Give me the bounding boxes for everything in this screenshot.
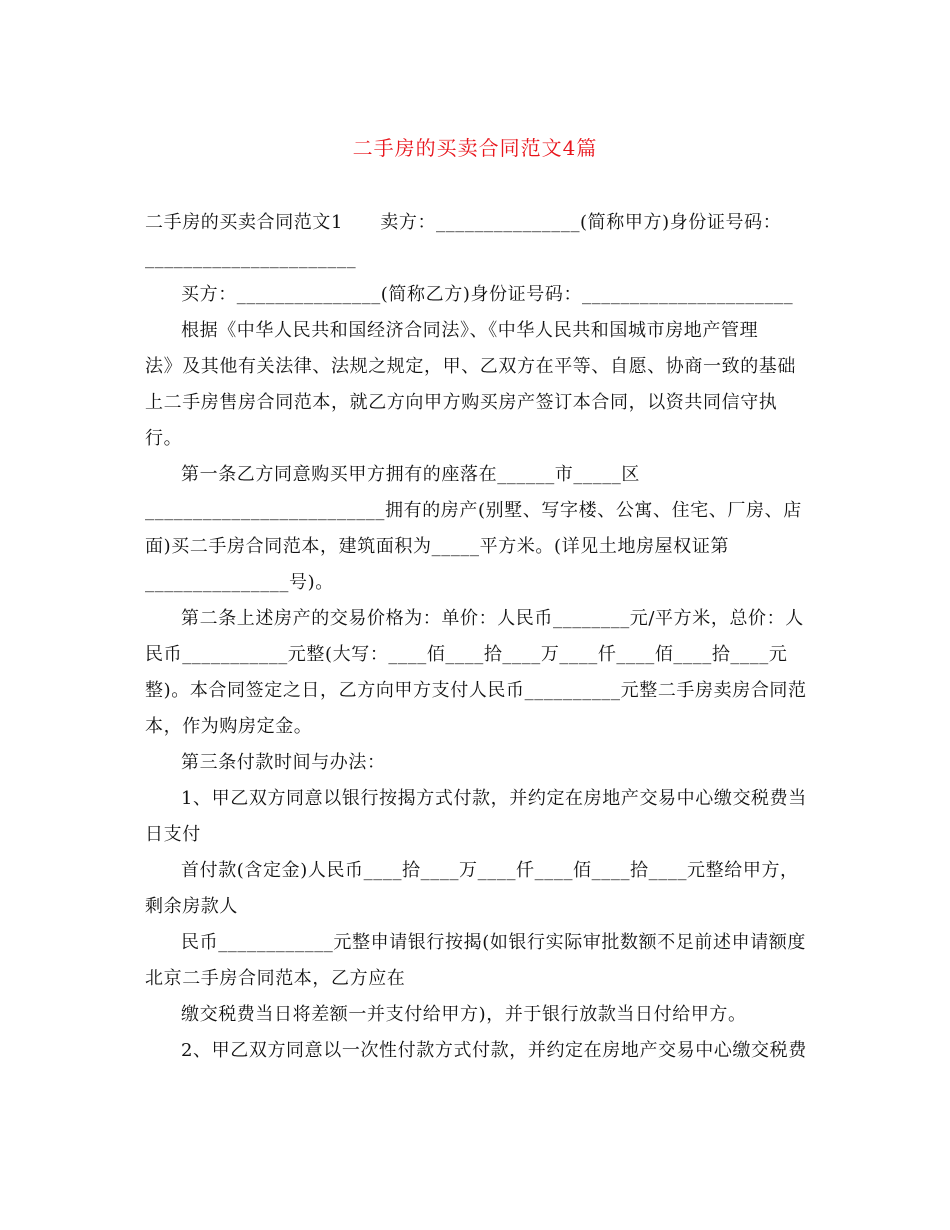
text-line: 2、甲乙双方同意以一次性付款方式付款，并约定在房地产交易中心缴交税费 <box>181 1040 807 1061</box>
text-line: 民币____________元整申请银行按揭(如银行实际审批数额不足前述申请额度 <box>181 932 807 953</box>
paragraph-buyer <box>145 277 810 313</box>
paragraph-article-1 <box>145 457 810 601</box>
text-line: 第三条付款时间与办法： <box>181 752 386 773</box>
text-line: ______________________ <box>145 248 357 269</box>
paragraph-legal-basis <box>145 313 810 457</box>
text-line: 法》及其他有关法律、法规之规定，甲、乙双方在平等、自愿、协商一致的基础 <box>145 356 796 377</box>
text-line: _______________号)。 <box>145 572 334 593</box>
text-line: 二手房的买卖合同范文1 卖方：_______________(简称甲方)身份证号码： <box>145 212 782 233</box>
text-line: 民币___________元整(大写：____佰____拾____万____仟____佰____拾____元 <box>145 644 788 665</box>
paragraph-article-2 <box>145 601 810 745</box>
text-line: 买方：_______________(简称乙方)身份证号码：______________________ <box>181 284 794 305</box>
document-title: 二手房的买卖合同范文4篇 <box>352 136 598 160</box>
text-line: 第二条上述房产的交易价格为：单价：人民币________元/平方米，总价：人 <box>181 608 804 629</box>
text-line: 1、甲乙双方同意以银行按揭方式付款，并约定在房地产交易中心缴交税费当 <box>181 788 807 809</box>
document-body <box>145 205 810 1069</box>
paragraph-down-payment <box>145 853 810 925</box>
paragraph-item-1 <box>145 781 810 853</box>
text-line: 上二手房售房合同范本，就乙方向甲方购买房产签订本合同，以资共同信守执 <box>145 392 778 413</box>
text-line: 北京二手房合同范本，乙方应在 <box>145 968 406 989</box>
paragraph-tax-payment <box>145 997 810 1033</box>
text-line: 面)买二手房合同范本，建筑面积为_____平方米。(详见土地房屋权证第 <box>145 536 730 557</box>
text-line: 缴交税费当日将差额一并支付给甲方)，并于银行放款当日付给甲方。 <box>181 1004 747 1025</box>
text-line: 整)。本合同签定之日，乙方向甲方支付人民币__________元整二手房卖房合同范 <box>145 680 807 701</box>
text-line: _________________________拥有的房产(别墅、写字楼、公寓、住宅、厂房、店 <box>145 500 802 521</box>
text-line: 日支付 <box>145 824 201 845</box>
text-line: 行。 <box>145 428 183 449</box>
paragraph-item-2 <box>145 1033 810 1069</box>
paragraph-intro <box>145 205 810 277</box>
text-line: 第一条乙方同意购买甲方拥有的座落在______市_____区 <box>181 464 640 485</box>
text-line: 剩余房款人 <box>145 896 238 917</box>
text-line: 首付款(含定金)人民币____拾____万____仟____佰____拾____元整给甲方， <box>181 860 799 881</box>
paragraph-loan <box>145 925 810 997</box>
text-line: 根据《中华人民共和国经济合同法》、《中华人民共和国城市房地产管理 <box>181 320 759 341</box>
paragraph-article-3 <box>145 745 810 781</box>
text-line: 本，作为购房定金。 <box>145 716 313 737</box>
